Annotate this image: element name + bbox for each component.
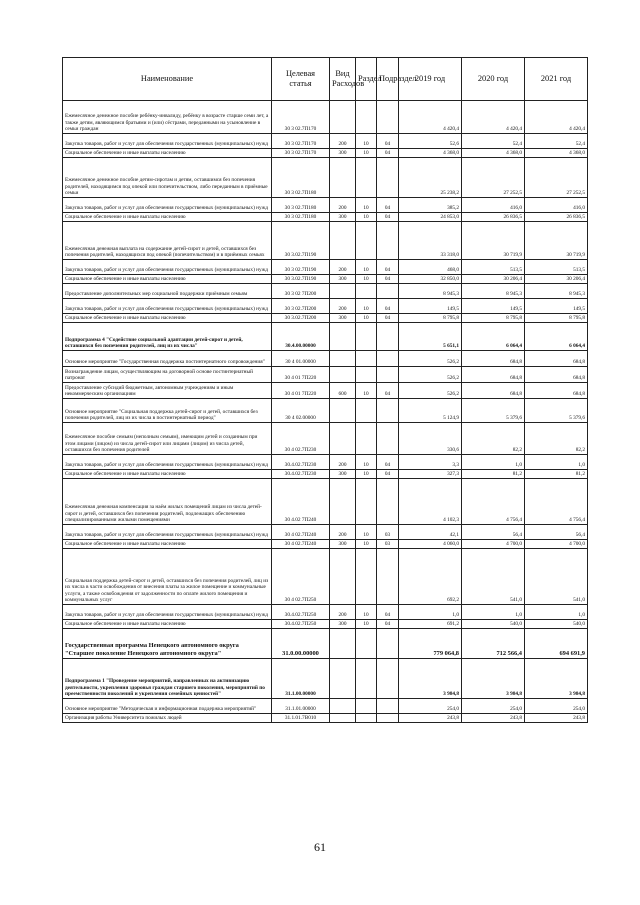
row-value-2021: 4 700,0 bbox=[525, 540, 588, 549]
row-name: Закупка товаров, работ и услуг для обеспечения государственных (муниципальных) нужд bbox=[63, 198, 272, 213]
row-name: Социальное обеспечение и иные выплаты населению bbox=[63, 540, 272, 549]
row-target-code: 30 3 02.7П170 bbox=[272, 134, 330, 149]
row-name: Ежемесячное денежное пособие детям-сиротам и детям, оставшимся без попечения родителей, находящимся под опекой или попечительством, либо переданным в приёмные семьи bbox=[63, 158, 272, 198]
row-name: Закупка товаров, работ и услуг для обеспечения государственных (муниципальных) нужд bbox=[63, 134, 272, 149]
row-name: Социальная поддержка детей-сирот и детей, оставшихся без попечения родителей, лиц из их числа в части освобождения от внесения платы за жилое помещение и коммунальные услуги, а также освобождения от задолженности по оплате жилого помещения и коммунальных услуг bbox=[63, 549, 272, 605]
row-value-2020: 4 700,0 bbox=[462, 540, 525, 549]
row-value-2019: 149,5 bbox=[399, 299, 462, 314]
row-name: Социальное обеспечение и иные выплаты населению bbox=[63, 314, 272, 323]
row-target-code: 30.4.02.7П250 bbox=[272, 605, 330, 620]
page-number: 61 bbox=[314, 840, 326, 854]
row-value-2021: 541,0 bbox=[525, 549, 588, 605]
header-row bbox=[63, 58, 588, 101]
row-section: 10 bbox=[356, 260, 377, 275]
row-expense-type bbox=[330, 423, 356, 455]
table-row bbox=[63, 260, 588, 275]
row-value-2020: 8 795,8 bbox=[462, 314, 525, 323]
row-target-code: 30.4.02.7П250 bbox=[272, 620, 330, 629]
header-section: Раздел bbox=[356, 58, 377, 101]
row-value-2019: 691,2 bbox=[399, 620, 462, 629]
row-value-2021: 1,0 bbox=[525, 605, 588, 620]
row-value-2019: 42,1 bbox=[399, 525, 462, 540]
row-value-2019: 385,2 bbox=[399, 198, 462, 213]
row-subsection: 03 bbox=[377, 540, 399, 549]
row-section bbox=[356, 549, 377, 605]
table-body bbox=[63, 101, 588, 723]
row-value-2021: 56,4 bbox=[525, 525, 588, 540]
row-target-code: 30.4.02.7П230 bbox=[272, 455, 330, 470]
row-subsection bbox=[377, 659, 399, 699]
row-value-2021: 26 836,5 bbox=[525, 213, 588, 222]
row-section: 10 bbox=[356, 525, 377, 540]
row-subsection bbox=[377, 423, 399, 455]
row-expense-type bbox=[330, 323, 356, 351]
row-value-2019: 3 984,8 bbox=[399, 659, 462, 699]
row-section bbox=[356, 351, 377, 367]
table-row bbox=[63, 620, 588, 629]
row-target-code: 30 4 01 7П220 bbox=[272, 367, 330, 383]
row-value-2019: 526,2 bbox=[399, 351, 462, 367]
table-row bbox=[63, 479, 588, 525]
row-section bbox=[356, 659, 377, 699]
row-expense-type: 200 bbox=[330, 455, 356, 470]
row-expense-type: 200 bbox=[330, 525, 356, 540]
row-section bbox=[356, 222, 377, 260]
row-value-2019: 5 651,1 bbox=[399, 323, 462, 351]
row-expense-type: 200 bbox=[330, 605, 356, 620]
row-expense-type: 200 bbox=[330, 134, 356, 149]
table-row bbox=[63, 351, 588, 367]
row-section bbox=[356, 714, 377, 723]
row-section bbox=[356, 323, 377, 351]
row-section: 10 bbox=[356, 149, 377, 158]
row-value-2021: 4 420,4 bbox=[525, 101, 588, 134]
row-value-2020: 27 252,5 bbox=[462, 158, 525, 198]
row-target-code: 30 4 02.7П240 bbox=[272, 540, 330, 549]
row-subsection: 04 bbox=[377, 198, 399, 213]
row-value-2021: 149,5 bbox=[525, 299, 588, 314]
header-subsection: Подраздел bbox=[377, 58, 399, 101]
table-row bbox=[63, 323, 588, 351]
row-value-2021: 513,5 bbox=[525, 260, 588, 275]
row-value-2020: 243,8 bbox=[462, 714, 525, 723]
row-value-2020: 684,8 bbox=[462, 351, 525, 367]
row-value-2020: 81,2 bbox=[462, 470, 525, 479]
row-value-2021: 8 945,3 bbox=[525, 284, 588, 299]
row-target-code: 30 4 01.00000 bbox=[272, 351, 330, 367]
row-name: Социальное обеспечение и иные выплаты населению bbox=[63, 470, 272, 479]
row-target-code: 30 3 02.7П180 bbox=[272, 198, 330, 213]
row-target-code: 30.4.00.00000 bbox=[272, 323, 330, 351]
row-expense-type bbox=[330, 399, 356, 423]
row-value-2020: 56,4 bbox=[462, 525, 525, 540]
row-value-2019: 3,3 bbox=[399, 455, 462, 470]
row-value-2020: 30 206,4 bbox=[462, 275, 525, 284]
row-subsection bbox=[377, 158, 399, 198]
table-row bbox=[63, 314, 588, 323]
row-value-2020: 4 368,0 bbox=[462, 149, 525, 158]
row-subsection: 04 bbox=[377, 470, 399, 479]
row-name: Ежемесячная денежная выплата на содержание детей-сирот и детей, оставшихся без попечения родителей, находящихся под опекой (попечительством) и в приёмных семьях bbox=[63, 222, 272, 260]
row-value-2021: 52,4 bbox=[525, 134, 588, 149]
row-subsection: 04 bbox=[377, 455, 399, 470]
row-value-2021: 254,0 bbox=[525, 699, 588, 714]
header-year-2019: 2019 год bbox=[399, 58, 462, 101]
row-value-2021: 3 984,8 bbox=[525, 659, 588, 699]
row-section: 10 bbox=[356, 605, 377, 620]
row-target-code: 30 4 02.00000 bbox=[272, 399, 330, 423]
row-name: Закупка товаров, работ и услуг для обеспечения государственных (муниципальных) нужд bbox=[63, 260, 272, 275]
row-value-2021: 684,8 bbox=[525, 383, 588, 399]
row-name: Закупка товаров, работ и услуг для обеспечения государственных (муниципальных) нужд bbox=[63, 525, 272, 540]
row-section: 10 bbox=[356, 275, 377, 284]
row-expense-type bbox=[330, 222, 356, 260]
row-value-2021: 416,0 bbox=[525, 198, 588, 213]
row-value-2021: 243,8 bbox=[525, 714, 588, 723]
row-subsection bbox=[377, 699, 399, 714]
row-value-2020: 4 756,4 bbox=[462, 479, 525, 525]
row-value-2020: 4 420,4 bbox=[462, 101, 525, 134]
row-subsection: 04 bbox=[377, 134, 399, 149]
row-value-2020: 8 945,3 bbox=[462, 284, 525, 299]
header-expense-type: Вид Расходов bbox=[330, 58, 356, 101]
table-row bbox=[63, 699, 588, 714]
row-subsection bbox=[377, 549, 399, 605]
row-value-2019: 4 368,0 bbox=[399, 149, 462, 158]
table-row bbox=[63, 158, 588, 198]
row-section: 10 bbox=[356, 134, 377, 149]
table-row bbox=[63, 659, 588, 699]
row-value-2019: 330,6 bbox=[399, 423, 462, 455]
header-target-article: Целевая статья bbox=[272, 58, 330, 101]
row-target-code: 30 3 02.7П170 bbox=[272, 149, 330, 158]
row-value-2021: 1,0 bbox=[525, 455, 588, 470]
row-target-code: 30 4 02.7П250 bbox=[272, 549, 330, 605]
row-name: Основное мероприятие "Государственная поддержка постинтернатного сопровождения" bbox=[63, 351, 272, 367]
table-row bbox=[63, 213, 588, 222]
row-value-2020: 3 984,8 bbox=[462, 659, 525, 699]
row-expense-type bbox=[330, 367, 356, 383]
row-value-2020: 416,0 bbox=[462, 198, 525, 213]
table-row bbox=[63, 455, 588, 470]
row-expense-type bbox=[330, 699, 356, 714]
row-expense-type bbox=[330, 158, 356, 198]
row-expense-type: 300 bbox=[330, 275, 356, 284]
row-value-2020: 541,0 bbox=[462, 549, 525, 605]
row-value-2019: 4 102,3 bbox=[399, 479, 462, 525]
row-value-2021: 27 252,5 bbox=[525, 158, 588, 198]
row-subsection bbox=[377, 101, 399, 134]
row-value-2019: 327,3 bbox=[399, 470, 462, 479]
row-expense-type: 200 bbox=[330, 260, 356, 275]
row-name: Предоставление субсидий бюджетным, автономным учреждениям и иным некоммерческим организациям bbox=[63, 383, 272, 399]
header-year-2021: 2021 год bbox=[525, 58, 588, 101]
row-expense-type: 300 bbox=[330, 470, 356, 479]
row-section: 10 bbox=[356, 213, 377, 222]
row-section: 10 bbox=[356, 540, 377, 549]
table-row bbox=[63, 629, 588, 659]
row-value-2019: 25 238,2 bbox=[399, 158, 462, 198]
row-name: Социальное обеспечение и иные выплаты населению bbox=[63, 213, 272, 222]
table-row bbox=[63, 222, 588, 260]
row-section: 10 bbox=[356, 314, 377, 323]
row-value-2020: 513,5 bbox=[462, 260, 525, 275]
row-target-code: 30 3 02.7П200 bbox=[272, 299, 330, 314]
row-expense-type: 300 bbox=[330, 540, 356, 549]
row-value-2020: 1,0 bbox=[462, 455, 525, 470]
row-target-code: 30 4.02 7П240 bbox=[272, 479, 330, 525]
row-name: Подпрограмма 4 "Содействие социальной адаптации детей-сирот и детей, оставшихся без попечения родителей, лиц из их числа" bbox=[63, 323, 272, 351]
row-value-2020: 712 566,4 bbox=[462, 629, 525, 659]
row-target-code: 30 3 02 7П200 bbox=[272, 284, 330, 299]
row-value-2021: 4 756,4 bbox=[525, 479, 588, 525]
row-expense-type: 300 bbox=[330, 314, 356, 323]
row-expense-type: 300 bbox=[330, 620, 356, 629]
row-expense-type bbox=[330, 714, 356, 723]
row-name: Основное мероприятие "Методическая и информационная поддержка мероприятий" bbox=[63, 699, 272, 714]
row-value-2019: 1,0 bbox=[399, 605, 462, 620]
row-subsection bbox=[377, 714, 399, 723]
row-name: Организация работы Университета пожилых людей bbox=[63, 714, 272, 723]
row-value-2021: 30 719,9 bbox=[525, 222, 588, 260]
row-value-2020: 684,8 bbox=[462, 367, 525, 383]
row-expense-type bbox=[330, 479, 356, 525]
table-row bbox=[63, 549, 588, 605]
row-section: 10 bbox=[356, 470, 377, 479]
row-expense-type bbox=[330, 549, 356, 605]
row-expense-type: 200 bbox=[330, 198, 356, 213]
row-value-2019: 5 124,9 bbox=[399, 399, 462, 423]
row-name: Ежемесячное денежное пособие ребёнку-инвалиду, ребёнку в возрасте старше семи лет, а также детям, являющимся братьями и (или) сёстрами, переданными на усыновление в семьи граждан bbox=[63, 101, 272, 134]
row-value-2019: 33 318,0 bbox=[399, 222, 462, 260]
row-expense-type: 300 bbox=[330, 149, 356, 158]
row-name: Подпрограмма 1 "Проведение мероприятий, направленных на активизацию деятельности, укрепления здоровья граждан старшего поколения, мероприятий по преемственности поколений и укрепления семейных ценностей" bbox=[63, 659, 272, 699]
row-target-code: 30 3 02.7П170 bbox=[272, 101, 330, 134]
row-expense-type bbox=[330, 659, 356, 699]
row-value-2020: 26 836,5 bbox=[462, 213, 525, 222]
row-subsection bbox=[377, 323, 399, 351]
row-value-2020: 254,0 bbox=[462, 699, 525, 714]
table-row bbox=[63, 134, 588, 149]
row-value-2021: 5 379,6 bbox=[525, 399, 588, 423]
row-section bbox=[356, 284, 377, 299]
row-name: Основное мероприятие "Социальная поддержка детей-сирот и детей, оставшихся без попечения родителей, лиц из их числа в постинтернатный период" bbox=[63, 399, 272, 423]
row-value-2020: 149,5 bbox=[462, 299, 525, 314]
row-subsection bbox=[377, 479, 399, 525]
row-subsection: 04 bbox=[377, 275, 399, 284]
table-row bbox=[63, 525, 588, 540]
table-row bbox=[63, 284, 588, 299]
row-value-2019: 468,0 bbox=[399, 260, 462, 275]
row-name: Государственная программа Ненецкого автономного округа "Старшее поколение Ненецкого автономного округа" bbox=[63, 629, 272, 659]
row-value-2021: 684,8 bbox=[525, 351, 588, 367]
row-value-2019: 779 064,8 bbox=[399, 629, 462, 659]
table-row bbox=[63, 714, 588, 723]
row-subsection: 04 bbox=[377, 260, 399, 275]
table-row bbox=[63, 399, 588, 423]
row-name: Вознаграждение лицам, осуществляющим на договорной основе постинтернатный патронат bbox=[63, 367, 272, 383]
row-subsection: 04 bbox=[377, 149, 399, 158]
row-subsection bbox=[377, 367, 399, 383]
row-name: Предоставление дополнительных мер социальной поддержки приёмным семьям bbox=[63, 284, 272, 299]
row-value-2021: 4 368,0 bbox=[525, 149, 588, 158]
row-subsection bbox=[377, 351, 399, 367]
row-section: 10 bbox=[356, 383, 377, 399]
row-value-2020: 6 064,4 bbox=[462, 323, 525, 351]
row-expense-type bbox=[330, 351, 356, 367]
row-expense-type bbox=[330, 629, 356, 659]
row-target-code: 30 3 02.7П180 bbox=[272, 158, 330, 198]
row-target-code: 30.4.02.7П230 bbox=[272, 470, 330, 479]
row-value-2021: 81,2 bbox=[525, 470, 588, 479]
table-row bbox=[63, 275, 588, 284]
table-row bbox=[63, 149, 588, 158]
row-subsection: 04 bbox=[377, 299, 399, 314]
row-target-code: 30 3.02.7П190 bbox=[272, 275, 330, 284]
row-value-2020: 52,4 bbox=[462, 134, 525, 149]
row-section bbox=[356, 699, 377, 714]
row-expense-type: 600 bbox=[330, 383, 356, 399]
row-section: 10 bbox=[356, 299, 377, 314]
table-row bbox=[63, 198, 588, 213]
row-subsection bbox=[377, 399, 399, 423]
row-subsection: 04 bbox=[377, 620, 399, 629]
row-section: 10 bbox=[356, 198, 377, 213]
row-target-code: 31.1.00.00000 bbox=[272, 659, 330, 699]
row-value-2021: 6 064,4 bbox=[525, 323, 588, 351]
row-value-2019: 4 060,0 bbox=[399, 540, 462, 549]
row-section bbox=[356, 158, 377, 198]
row-target-code: 31.1.01.7В010 bbox=[272, 714, 330, 723]
row-value-2019: 52,6 bbox=[399, 134, 462, 149]
table-row bbox=[63, 540, 588, 549]
row-section bbox=[356, 101, 377, 134]
table-row bbox=[63, 101, 588, 134]
row-subsection: 04 bbox=[377, 605, 399, 620]
row-value-2020: 82,2 bbox=[462, 423, 525, 455]
row-value-2019: 8 945,3 bbox=[399, 284, 462, 299]
row-value-2020: 30 719,9 bbox=[462, 222, 525, 260]
row-target-code: 30 4 02.7П230 bbox=[272, 423, 330, 455]
row-section bbox=[356, 629, 377, 659]
table-row bbox=[63, 470, 588, 479]
table-row bbox=[63, 299, 588, 314]
row-subsection bbox=[377, 222, 399, 260]
row-name: Социальное обеспечение и иные выплаты населению bbox=[63, 620, 272, 629]
row-target-code: 30 3.02.7П190 bbox=[272, 222, 330, 260]
row-value-2021: 30 206,4 bbox=[525, 275, 588, 284]
row-target-code: 30 3 02.7П190 bbox=[272, 260, 330, 275]
row-subsection bbox=[377, 629, 399, 659]
row-section bbox=[356, 399, 377, 423]
header-year-2020: 2020 год bbox=[462, 58, 525, 101]
row-value-2019: 526,2 bbox=[399, 367, 462, 383]
row-subsection: 04 bbox=[377, 213, 399, 222]
row-expense-type: 300 bbox=[330, 213, 356, 222]
row-section: 10 bbox=[356, 455, 377, 470]
row-value-2019: 4 420,4 bbox=[399, 101, 462, 134]
row-name: Закупка товаров, работ и услуг для обеспечения государственных (муниципальных) нужд bbox=[63, 455, 272, 470]
table-row bbox=[63, 423, 588, 455]
row-value-2021: 540,0 bbox=[525, 620, 588, 629]
row-name: Закупка товаров, работ и услуг для обеспечения государственных (муниципальных) нужд bbox=[63, 299, 272, 314]
table-row bbox=[63, 367, 588, 383]
table-row bbox=[63, 383, 588, 399]
row-target-code: 30 4 01 7П220 bbox=[272, 383, 330, 399]
row-value-2021: 8 795,8 bbox=[525, 314, 588, 323]
row-section bbox=[356, 367, 377, 383]
row-value-2019: 243,8 bbox=[399, 714, 462, 723]
row-subsection: 04 bbox=[377, 314, 399, 323]
row-value-2021: 684,8 bbox=[525, 367, 588, 383]
row-expense-type bbox=[330, 284, 356, 299]
row-value-2021: 694 691,9 bbox=[525, 629, 588, 659]
header-name: Наименование bbox=[63, 58, 272, 101]
row-value-2019: 526,2 bbox=[399, 383, 462, 399]
row-name: Ежемесячная денежная компенсация за наём жилых помещений лицам из числа детей-сирот и детей, оставшихся без попечения родителей, подлежащих обеспечению специализированными жилыми помещениями bbox=[63, 479, 272, 525]
row-section bbox=[356, 423, 377, 455]
row-value-2019: 692,2 bbox=[399, 549, 462, 605]
row-name: Закупка товаров, работ и услуг для обеспечения государственных (муниципальных) нужд bbox=[63, 605, 272, 620]
row-value-2019: 24 853,0 bbox=[399, 213, 462, 222]
row-section: 10 bbox=[356, 620, 377, 629]
row-target-code: 31.1.01.00000 bbox=[272, 699, 330, 714]
budget-table bbox=[62, 57, 588, 723]
table-row bbox=[63, 605, 588, 620]
row-subsection bbox=[377, 284, 399, 299]
row-expense-type: 200 bbox=[330, 299, 356, 314]
row-name: Социальное обеспечение и иные выплаты населению bbox=[63, 275, 272, 284]
row-value-2019: 32 850,0 bbox=[399, 275, 462, 284]
row-name: Ежемесячное пособие семьям (неполным семьям), имеющим детей и созданным при этом лицами (лицом) из числа детей-сирот или лицами (лицом) из числа детей, оставшихся без попечения родителей bbox=[63, 423, 272, 455]
row-name: Социальное обеспечение и иные выплаты населению bbox=[63, 149, 272, 158]
row-value-2020: 1,0 bbox=[462, 605, 525, 620]
row-target-code: 30 3.02.7П200 bbox=[272, 314, 330, 323]
row-target-code: 30 4 02.7П240 bbox=[272, 525, 330, 540]
row-value-2020: 684,8 bbox=[462, 383, 525, 399]
row-value-2020: 5 379,6 bbox=[462, 399, 525, 423]
row-expense-type bbox=[330, 101, 356, 134]
row-target-code: 30 3 02.7П180 bbox=[272, 213, 330, 222]
row-subsection: 04 bbox=[377, 383, 399, 399]
row-subsection: 03 bbox=[377, 525, 399, 540]
row-value-2019: 254,0 bbox=[399, 699, 462, 714]
row-value-2021: 82,2 bbox=[525, 423, 588, 455]
row-value-2020: 540,0 bbox=[462, 620, 525, 629]
row-section bbox=[356, 479, 377, 525]
row-value-2019: 8 795,8 bbox=[399, 314, 462, 323]
row-target-code: 31.0.00.00000 bbox=[272, 629, 330, 659]
